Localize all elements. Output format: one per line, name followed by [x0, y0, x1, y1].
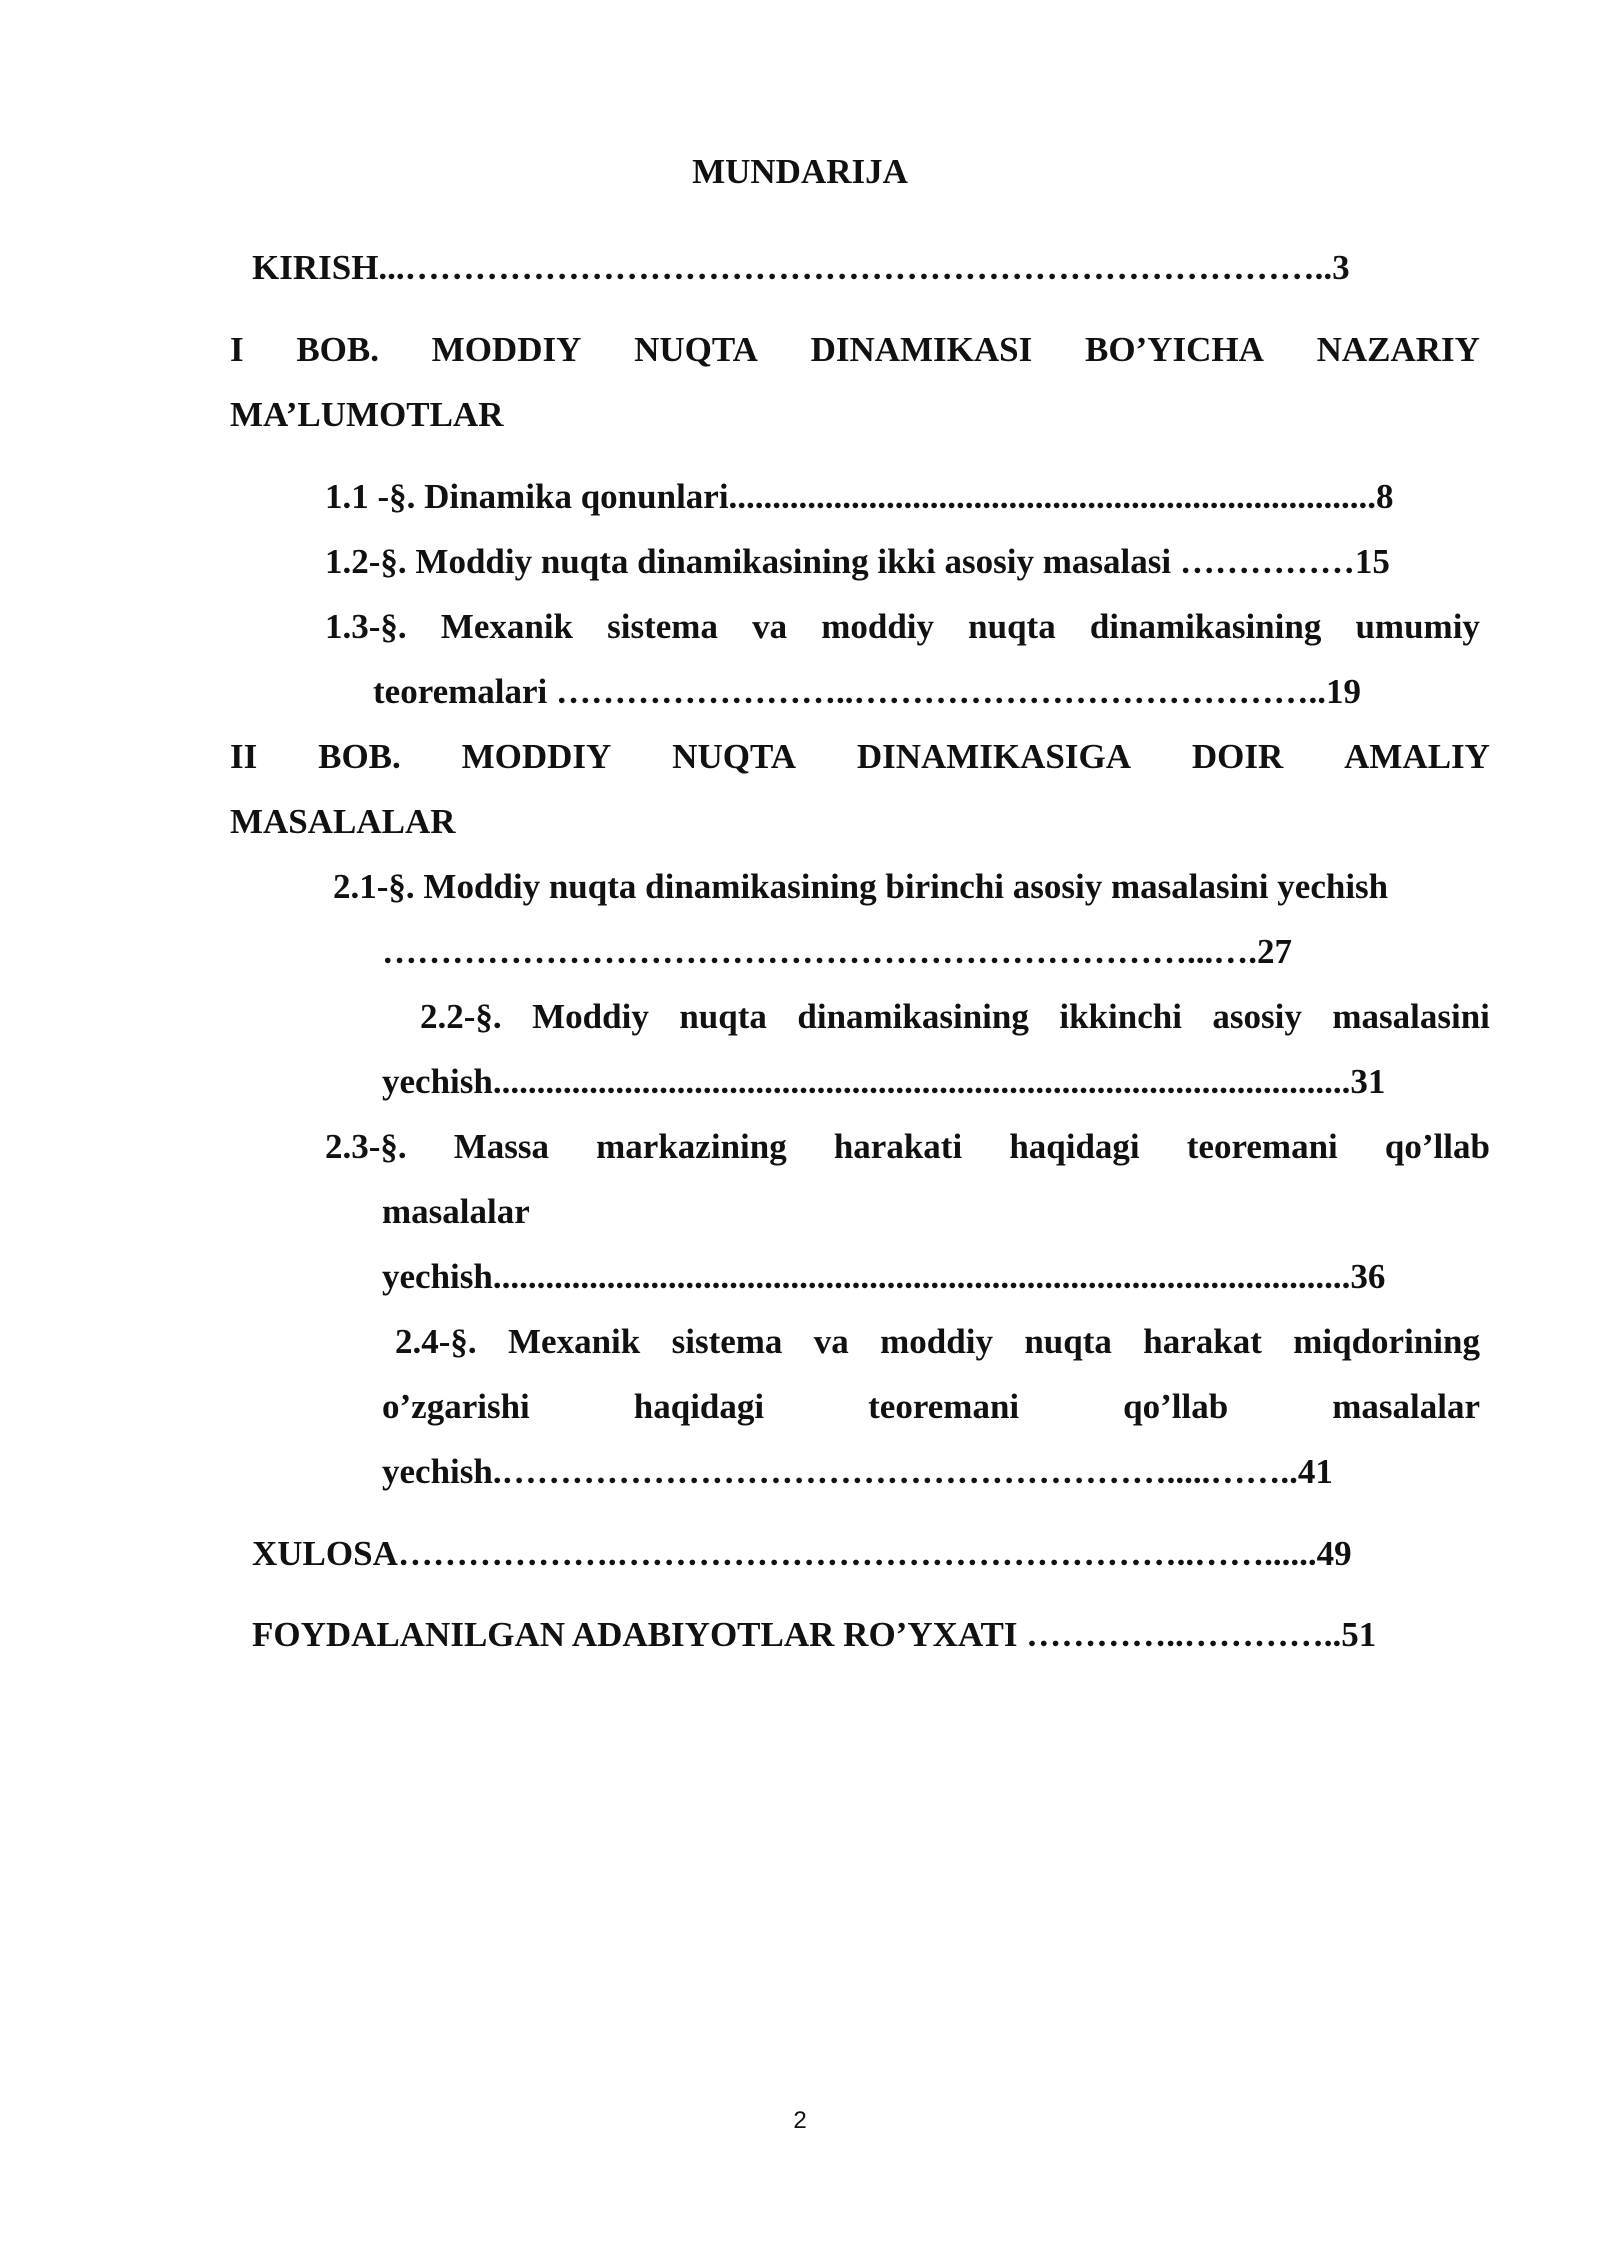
toc-word: nuqta	[968, 607, 1056, 646]
page-number: 2	[793, 2107, 807, 2134]
toc-word: BOB.	[318, 737, 401, 776]
toc-entry-2-4-cont	[382, 1385, 1480, 1429]
toc-word: harakat	[1143, 1322, 1262, 1361]
toc-word: Mexanik	[508, 1322, 641, 1361]
toc-word: BOB.	[296, 330, 379, 369]
toc-word: I	[230, 330, 244, 369]
toc-entry-1-2: 1.2-§. Moddiy nuqta dinamikasining ikki asosiy masalasi ……………15	[325, 542, 1390, 581]
toc-entry-2-1-cont: ……………………………………………………………...….27	[382, 932, 1292, 971]
toc-word: MODDIY	[431, 330, 582, 369]
toc-word: NUQTA	[672, 737, 796, 776]
toc-entry-2-4-cont2: yechish.………………………………………………….....……..41	[382, 1452, 1333, 1491]
toc-word: dinamikasining	[1089, 607, 1322, 646]
toc-word: 2.2-§.	[420, 997, 502, 1036]
toc-word: Moddiy	[532, 997, 649, 1036]
toc-word: DINAMIKASI	[810, 330, 1033, 369]
toc-entry-2-2	[420, 995, 1490, 1039]
toc-chapter-2-heading	[230, 735, 1490, 779]
toc-word: qo’llab	[1123, 1387, 1229, 1426]
toc-entry-bibliography: FOYDALANILGAN ADABIYOTLAR RO’YXATI …………..…………..51	[252, 1615, 1377, 1654]
toc-entry-2-4	[395, 1320, 1480, 1364]
toc-word: haqidagi	[1009, 1127, 1140, 1166]
toc-word: markazining	[596, 1127, 787, 1166]
toc-word: 2.3-§.	[325, 1127, 407, 1166]
toc-word: NUQTA	[634, 330, 758, 369]
toc-word: dinamikasining	[797, 997, 1029, 1036]
toc-entry-2-3-cont2: yechish..................................................................................................36	[382, 1257, 1386, 1296]
toc-word: asosiy	[1212, 997, 1302, 1036]
toc-chapter-1-heading	[230, 328, 1480, 372]
toc-word: harakati	[833, 1127, 963, 1166]
toc-word: va	[752, 607, 788, 646]
toc-entry-2-2-cont: yechish..................................................................................................31	[382, 1062, 1386, 1101]
toc-word: ikkinchi	[1059, 997, 1182, 1036]
toc-word: AMALIY	[1344, 737, 1490, 776]
toc-word: DOIR	[1191, 737, 1284, 776]
toc-chapter-1-heading-cont: MA’LUMOTLAR	[230, 395, 504, 434]
toc-word: MODDIY	[461, 737, 612, 776]
page-title: MUNDARIJA	[692, 152, 908, 191]
toc-word: BO’YICHA	[1084, 330, 1264, 369]
toc-word: DINAMIKASIGA	[856, 737, 1132, 776]
toc-entry-xulosa: XULOSA……………….…………………………………………..……......49	[252, 1534, 1352, 1573]
toc-entry-2-3	[325, 1125, 1490, 1169]
toc-word: va	[813, 1322, 849, 1361]
toc-word: NAZARIY	[1316, 330, 1480, 369]
toc-word: qo’llab	[1384, 1127, 1490, 1166]
toc-word: umumiy	[1355, 607, 1480, 646]
toc-word: sistema	[671, 1322, 783, 1361]
toc-entry-1-3	[325, 605, 1480, 649]
toc-word: masalalar	[1332, 1387, 1480, 1426]
toc-word: 2.4-§.	[395, 1322, 477, 1361]
toc-entry-1-3-cont: teoremalari ……………………..…………………………………..19	[373, 672, 1362, 711]
toc-word: moddiy	[821, 607, 935, 646]
toc-word: moddiy	[880, 1322, 993, 1361]
toc-word: haqidagi	[633, 1387, 765, 1426]
toc-word: sistema	[607, 607, 718, 646]
toc-word: miqdorining	[1293, 1322, 1480, 1361]
toc-word: masalasini	[1332, 997, 1490, 1036]
toc-word: nuqta	[1024, 1322, 1112, 1361]
toc-word: 1.3-§.	[325, 607, 407, 646]
toc-word: Mexanik	[440, 607, 574, 646]
toc-word: Massa	[453, 1127, 550, 1166]
toc-word: nuqta	[679, 997, 767, 1036]
toc-entry-1-1: 1.1 -§. Dinamika qonunlari..........................................................................8	[325, 477, 1394, 516]
toc-entry-2-3-cont: masalalar	[382, 1192, 530, 1231]
toc-entry-kirish: KIRISH...……………………………………………………………………..3	[252, 248, 1350, 287]
toc-entry-2-1: 2.1-§. Moddiy nuqta dinamikasining birinchi asosiy masalasini yechish	[333, 867, 1389, 906]
toc-chapter-2-heading-cont: MASALALAR	[230, 802, 456, 841]
toc-word: II	[230, 737, 258, 776]
toc-word: teoremani	[1186, 1127, 1338, 1166]
toc-word: o’zgarishi	[382, 1387, 530, 1426]
toc-word: teoremani	[868, 1387, 1020, 1426]
